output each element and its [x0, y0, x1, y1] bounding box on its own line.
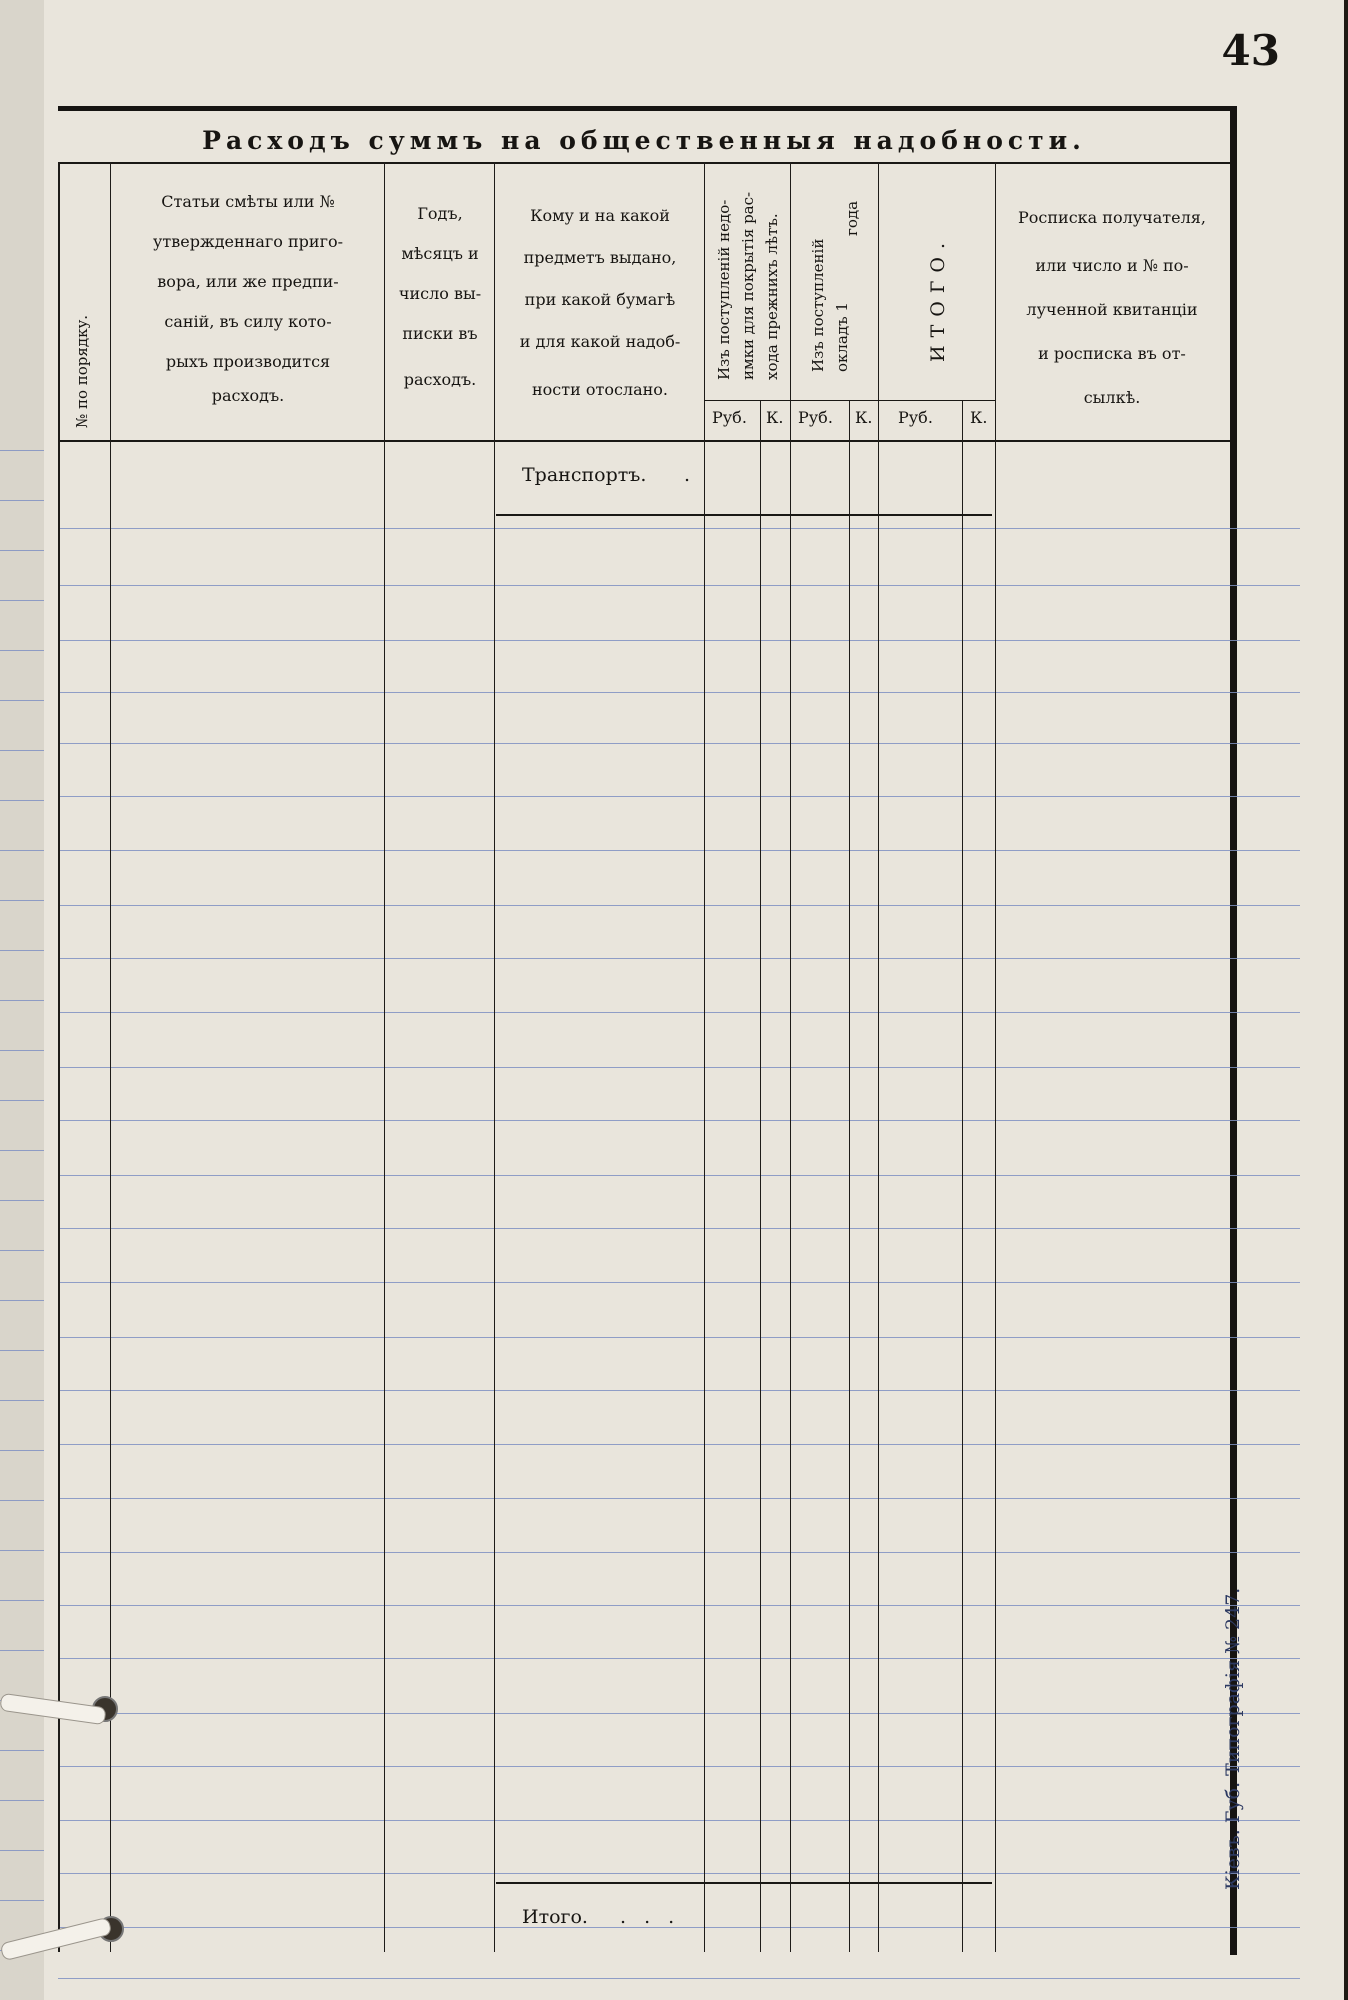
unit-kop: К.	[970, 408, 988, 427]
header-articles-line: Статьи смѣты или №	[161, 192, 335, 211]
header-signature-line: или число и № по-	[1035, 256, 1189, 275]
header-prior-line: Изъ поступленій недо-	[715, 199, 733, 380]
printer-imprint: Кіевъ. Губ. Типографія № 247.	[1222, 1587, 1244, 1890]
header-prior-line: имки для покрытія рас-	[739, 191, 757, 380]
header-date-line: число вы-	[398, 284, 482, 303]
unit-rub: Руб.	[898, 408, 933, 427]
total-overline	[496, 1882, 992, 1884]
unit-kop: К.	[855, 408, 873, 427]
header-total: ИТОГО.	[927, 234, 949, 362]
header-recipient-line: и для какой надоб-	[519, 332, 681, 351]
header-articles-line: саній, въ силу кото-	[164, 312, 332, 331]
header-prior-line: хода прежнихъ лѣтъ.	[763, 213, 781, 380]
header-date-line: Годъ,	[417, 204, 463, 223]
total-dots: . . .	[620, 1906, 681, 1928]
header-recipient-line: предметъ выдано,	[523, 248, 677, 267]
header-number: № по порядку.	[73, 314, 91, 428]
unit-rub: Руб.	[798, 408, 833, 427]
transport-underline	[496, 514, 992, 516]
header-date-line: расходъ.	[403, 370, 477, 389]
header-date-line: писки въ	[402, 324, 478, 343]
header-articles-line: рыхъ производится	[165, 352, 331, 371]
header-articles-line: вора, или же предпи-	[157, 272, 339, 291]
header-articles-line: утвержденнаго приго-	[153, 232, 343, 251]
header-current-line: года	[843, 200, 861, 236]
header-signature-line: лученной квитанціи	[1026, 300, 1198, 319]
header-recipient-line: при какой бумагѣ	[524, 290, 676, 309]
header-current-line: Изъ поступленій	[809, 238, 827, 372]
header-divider	[58, 440, 1230, 442]
title-divider	[58, 162, 1230, 164]
header-signature-line: Росписка получателя,	[1018, 208, 1206, 227]
transport-dot: .	[684, 464, 691, 486]
form-title: Расходъ суммъ на общественныя надобности.	[202, 126, 1086, 155]
unit-rub: Руб.	[712, 408, 747, 427]
header-date-line: мѣсяцъ и	[401, 244, 479, 263]
header-signature-line: и росписка въ от-	[1038, 344, 1186, 363]
header-articles-line: расходъ.	[211, 386, 285, 405]
transport-label: Транспортъ.	[522, 464, 647, 486]
unit-kop: К.	[766, 408, 784, 427]
header-current-line: окладъ 1	[833, 302, 851, 372]
header-recipient-line: Кому и на какой	[530, 206, 670, 225]
page-number: 43	[1221, 26, 1280, 75]
header-recipient-line: ности отослано.	[531, 380, 669, 399]
total-label: Итого.	[522, 1906, 588, 1928]
header-signature-line: сылкѣ.	[1083, 388, 1141, 407]
